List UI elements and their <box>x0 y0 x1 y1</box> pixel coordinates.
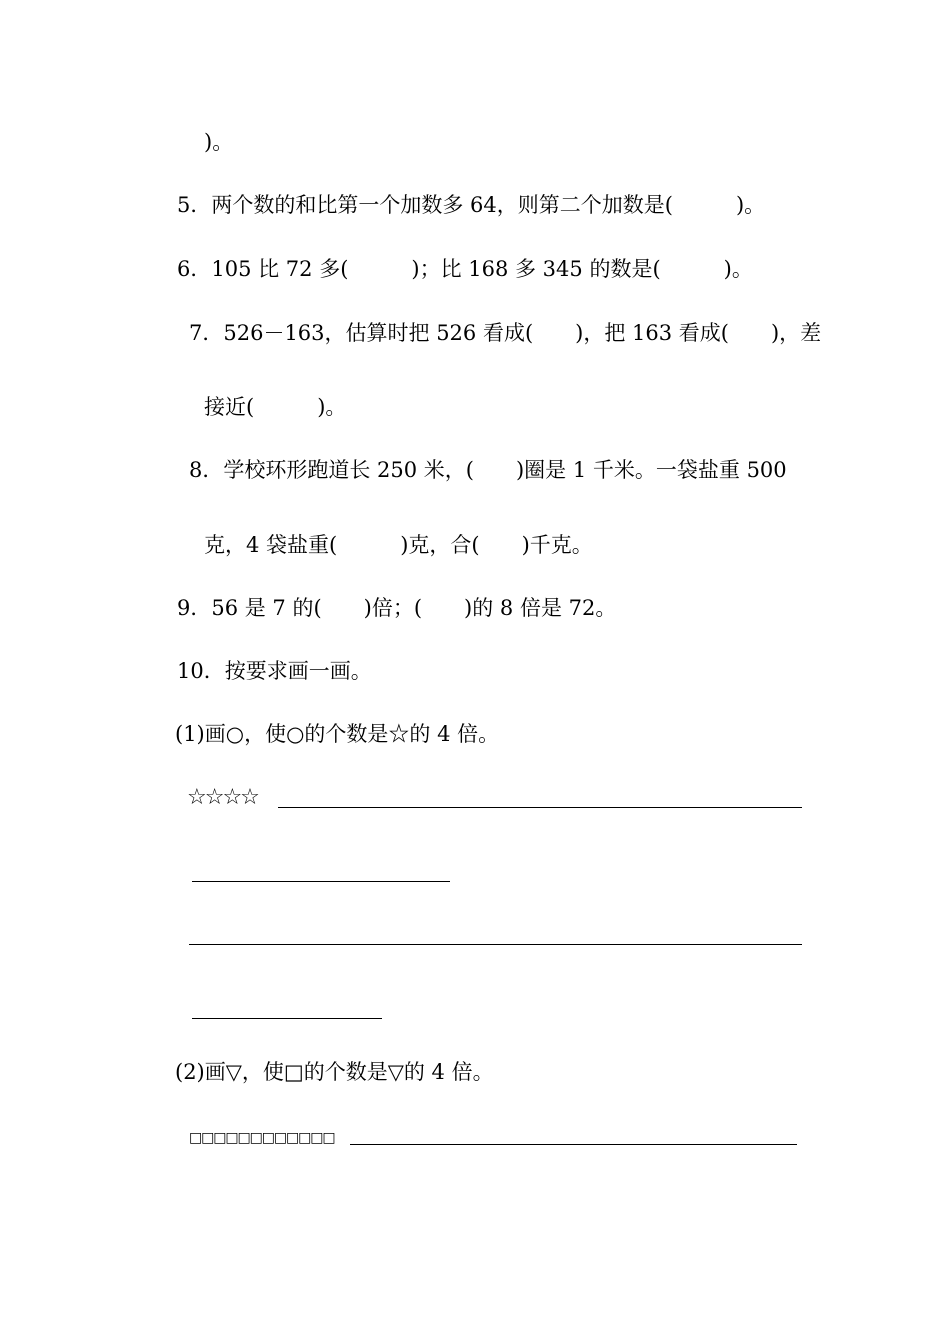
question-7-line-1: 7．526－163，估算时把 526 看成( )，把 163 看成( )，差 <box>189 321 822 345</box>
question-7-line-2: 接近( )。 <box>204 395 347 419</box>
part-2-prompt: (2)画▽，使□的个数是▽的 4 倍。 <box>175 1060 494 1084</box>
square-row: □□□□□□□□□□□□ <box>189 1130 335 1146</box>
question-9: 9．56 是 7 的( )倍；( )的 8 倍是 72。 <box>177 596 617 620</box>
question-6: 6．105 比 72 多( )；比 168 多 345 的数是( )。 <box>177 257 753 281</box>
question-8-line-2: 克，4 袋盐重( )克，合( )千克。 <box>204 533 593 557</box>
answer-line-1[interactable] <box>278 807 802 808</box>
answer-line-2[interactable] <box>192 881 450 882</box>
answer-line-5[interactable] <box>350 1144 797 1145</box>
answer-line-4[interactable] <box>192 1018 382 1019</box>
answer-line-3[interactable] <box>189 944 802 945</box>
part-1-prompt: (1)画○，使○的个数是☆的 4 倍。 <box>175 722 500 746</box>
star-row: ☆☆☆☆ <box>187 785 258 810</box>
q4-tail: )。 <box>204 130 234 154</box>
question-10: 10．按要求画一画。 <box>177 659 372 683</box>
question-8-line-1: 8．学校环形跑道长 250 米，( )圈是 1 千米。一袋盐重 500 <box>189 458 787 482</box>
question-5: 5．两个数的和比第一个加数多 64，则第二个加数是( )。 <box>177 193 766 217</box>
